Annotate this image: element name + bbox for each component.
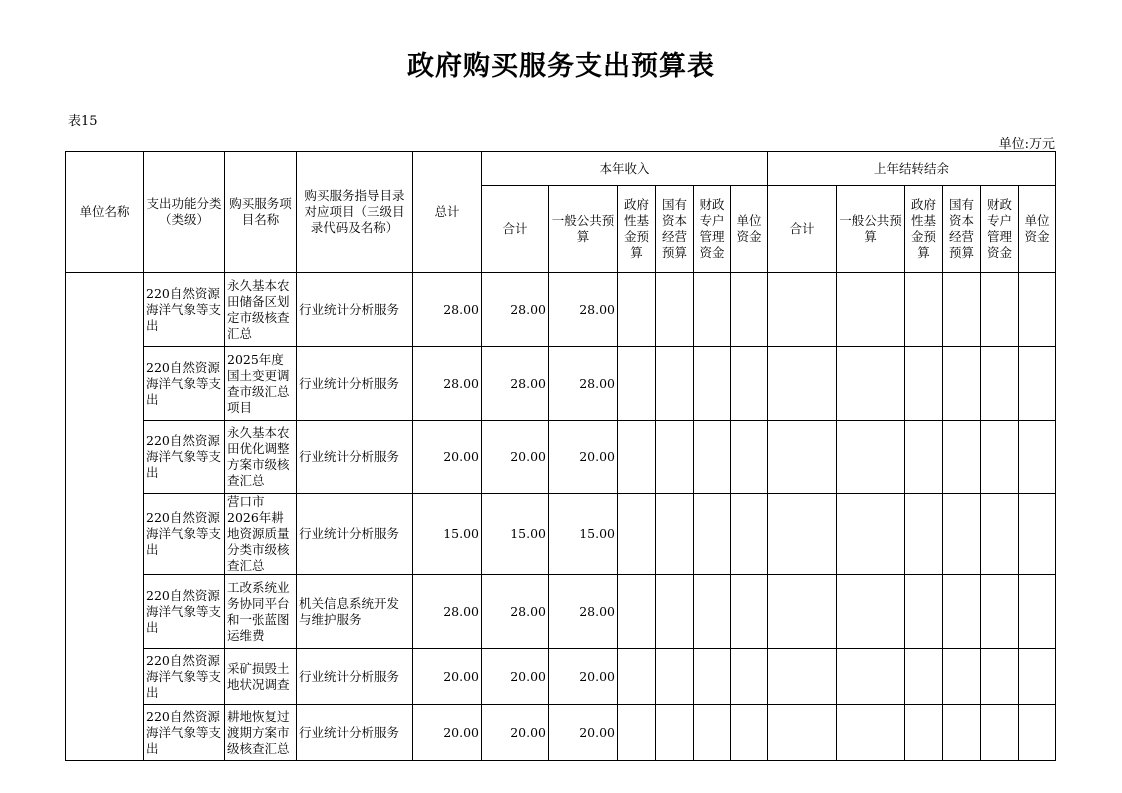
- sum-cell: 28.00: [482, 347, 549, 421]
- budget-table: [65, 151, 1056, 761]
- header-py-special: 财政专户管理资金: [981, 186, 1019, 273]
- header-cy-special: 财政专户管理资金: [694, 186, 731, 273]
- table-row: [66, 347, 1056, 421]
- catalog-cell: 机关信息系统开发与维护服务: [297, 575, 413, 649]
- project-cell: 永久基本农田优化调整方案市级核查汇总: [225, 421, 297, 494]
- sum-cell: 28.00: [482, 575, 549, 649]
- total-cell: 20.00: [413, 705, 482, 761]
- header-cy-capital: 国有资本经营预算: [656, 186, 694, 273]
- table-row: [66, 705, 1056, 761]
- header-func-class: 支出功能分类（类级）: [144, 152, 225, 273]
- total-cell: 28.00: [413, 575, 482, 649]
- total-cell: 28.00: [413, 273, 482, 347]
- total-cell: 28.00: [413, 347, 482, 421]
- header-py-unit-funds: 单位资金: [1019, 186, 1056, 273]
- header-cy-sum: 合计: [482, 186, 549, 273]
- general-cell: 28.00: [549, 273, 618, 347]
- catalog-cell: 行业统计分析服务: [297, 273, 413, 347]
- header-py-fund: 政府性基金预算: [905, 186, 943, 273]
- sum-cell: 20.00: [482, 421, 549, 494]
- header-cy-general: 一般公共预算: [549, 186, 618, 273]
- catalog-cell: 行业统计分析服务: [297, 494, 413, 575]
- header-total: 总计: [413, 152, 482, 273]
- table-row: [66, 421, 1056, 494]
- header-current-year: 本年收入: [482, 152, 768, 186]
- table-row: [66, 273, 1056, 347]
- project-cell: 耕地恢复过渡期方案市级核查汇总: [225, 705, 297, 761]
- general-cell: 20.00: [549, 649, 618, 705]
- total-cell: 20.00: [413, 421, 482, 494]
- header-py-general: 一般公共预算: [837, 186, 905, 273]
- header-prior-year: 上年结转结余: [768, 152, 1056, 186]
- sum-cell: 28.00: [482, 273, 549, 347]
- header-cy-fund: 政府性基金预算: [618, 186, 656, 273]
- unit-name-cell: [66, 273, 144, 761]
- sum-cell: 20.00: [482, 705, 549, 761]
- sum-cell: 15.00: [482, 494, 549, 575]
- func-cell: 220自然资源海洋气象等支出: [144, 575, 225, 649]
- func-cell: 220自然资源海洋气象等支出: [144, 649, 225, 705]
- table-row: [66, 494, 1056, 575]
- catalog-cell: 行业统计分析服务: [297, 347, 413, 421]
- total-cell: 15.00: [413, 494, 482, 575]
- header-catalog-item: 购买服务指导目录对应项目（三级目录代码及名称）: [297, 152, 413, 273]
- general-cell: 28.00: [549, 347, 618, 421]
- sum-cell: 20.00: [482, 649, 549, 705]
- general-cell: 28.00: [549, 575, 618, 649]
- header-py-capital: 国有资本经营预算: [943, 186, 981, 273]
- table-number: 表15: [68, 114, 98, 129]
- header-project-name: 购买服务项目名称: [225, 152, 297, 273]
- table-row: [66, 649, 1056, 705]
- general-cell: 20.00: [549, 421, 618, 494]
- func-cell: 220自然资源海洋气象等支出: [144, 705, 225, 761]
- header-unit-name: 单位名称: [66, 152, 144, 273]
- project-cell: 永久基本农田储备区划定市级核查汇总: [225, 273, 297, 347]
- general-cell: 15.00: [549, 494, 618, 575]
- page-title: 政府购买服务支出预算表: [407, 51, 715, 82]
- project-cell: 采矿损毁土地状况调查: [225, 649, 297, 705]
- project-cell: 工改系统业务协同平台和一张蓝图运维费: [225, 575, 297, 649]
- table-row: [66, 575, 1056, 649]
- unit-label: 单位:万元: [998, 137, 1055, 152]
- func-cell: 220自然资源海洋气象等支出: [144, 494, 225, 575]
- general-cell: 20.00: [549, 705, 618, 761]
- header-py-sum: 合计: [768, 186, 837, 273]
- func-cell: 220自然资源海洋气象等支出: [144, 273, 225, 347]
- func-cell: 220自然资源海洋气象等支出: [144, 421, 225, 494]
- project-cell: 营口市2026年耕地资源质量分类市级核查汇总: [225, 494, 297, 575]
- project-cell: 2025年度国土变更调查市级汇总项目: [225, 347, 297, 421]
- catalog-cell: 行业统计分析服务: [297, 421, 413, 494]
- catalog-cell: 行业统计分析服务: [297, 705, 413, 761]
- func-cell: 220自然资源海洋气象等支出: [144, 347, 225, 421]
- total-cell: 20.00: [413, 649, 482, 705]
- header-cy-unit-funds: 单位资金: [731, 186, 768, 273]
- catalog-cell: 行业统计分析服务: [297, 649, 413, 705]
